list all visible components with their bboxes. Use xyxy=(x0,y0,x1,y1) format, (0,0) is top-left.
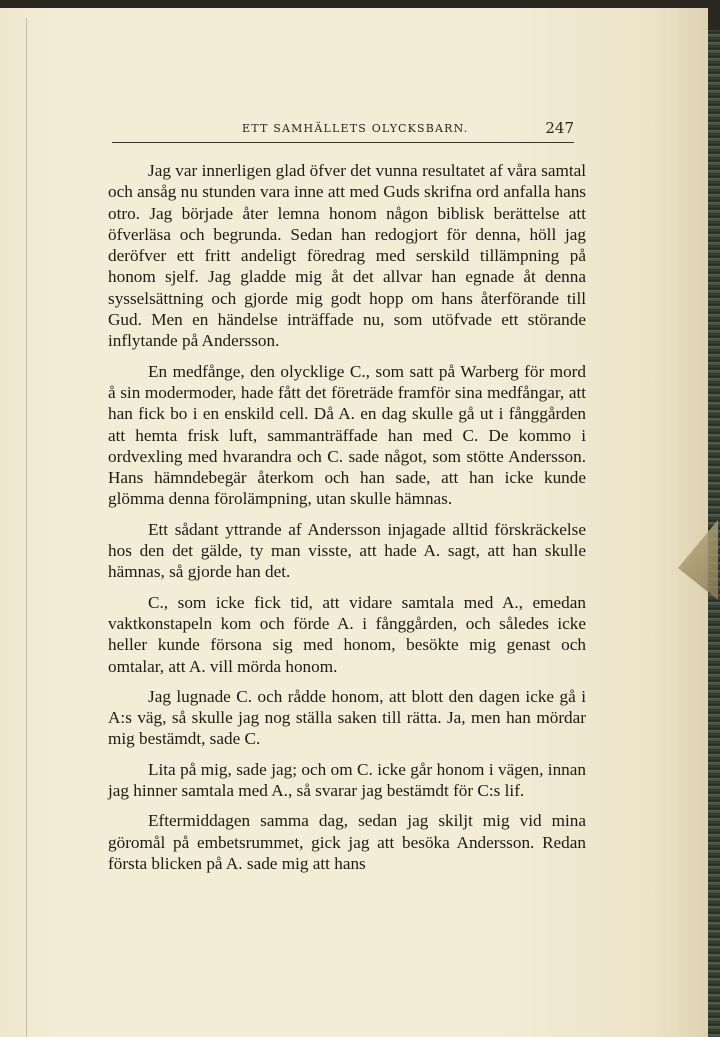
paragraph-6: Lita på mig, sade jag; och om C. icke går honom i vägen, innan jag hinner samtala med A., så svarar jag bestämdt för C:s lif. xyxy=(108,759,586,801)
running-head: ETT SAMHÄLLETS OLYCKSBARN. xyxy=(242,122,469,135)
paragraph-5: Jag lugnade C. och rådde honom, att blott den dagen icke gå i A:s väg, så skulle jag nog ställa saken till rätta. Ja, men han mördar mig bestämdt, sade C. xyxy=(108,686,586,749)
header-rule xyxy=(112,142,574,143)
page-number: 247 xyxy=(545,119,574,137)
body-text xyxy=(108,160,586,883)
paragraph-7: Eftermiddagen samma dag, sedan jag skiljt mig vid mina göromål på embetsrummet, gick jag att besöka Andersson. Redan första blicken på A. sade mig att hans xyxy=(108,811,586,873)
paragraph-2: En medfånge, den olycklige C., som satt på Warberg för mord å sin modermoder, hade fått det företräde framför sina medfångar, att han fick bo i en enskild cell. Då A. en dag skulle gå ut i fånggården att hemta frisk luft, sammanträffade han med C. De kommo i ordvexling med hvarandra och C. sade något, som stötte Andersson. Hans hämndebegär återkom och han sade, att han icke kunde glömma denna förolämpning, utan skulle hämnas. xyxy=(108,361,586,509)
gutter-fold xyxy=(26,18,27,1037)
paragraph-4: C., som icke fick tid, att vidare samtala med A., emedan vaktkonstapeln kom och förde A. i fånggården, och således icke heller kunde försona sig med honom, besökte mig genast och omtalar, att A. vill mörda honom. xyxy=(108,592,586,676)
paragraph-3: Ett sådant yttrande af Andersson injagade alltid förskräckelse hos den det gälde, ty man visste, att hade A. sagt, att han skulle hämnas, så gjorde han det. xyxy=(108,519,586,582)
paragraph-1: Jag var innerligen glad öfver det vunna resultatet af våra samtal och ansåg nu stunden vara inne att med Guds skrifna ord anfalla hans otro. Jag började åter lemna honom någon biblisk berättelse att öfverläsa och begrunda. Sedan han redogjort för denna, höll jag deröfver ett fritt andeligt föredrag med serskild tillämpning på honom sjelf. Jag gladde mig åt det allvar han egnade åt denna sysselsättning och gjorde mig godt hopp om hans återförande till Gud. Men en händelse inträffade nu, som utöfvade ett störande inflytande på Andersson. xyxy=(108,161,586,351)
page-header xyxy=(112,112,574,142)
